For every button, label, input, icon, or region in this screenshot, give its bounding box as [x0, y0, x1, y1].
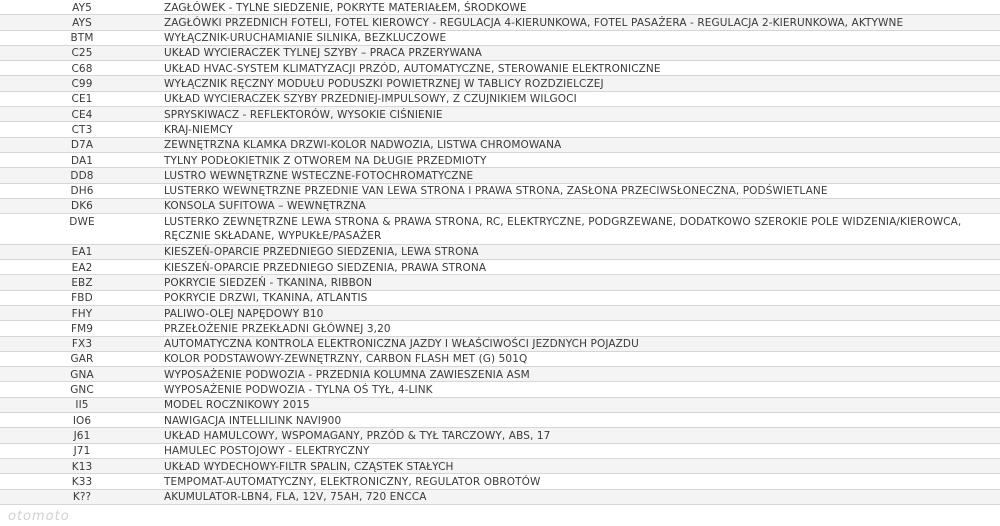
- option-description: POKRYCIE SIEDZEŃ - TKANINA, RIBBON: [164, 276, 373, 289]
- table-row: [0, 153, 1000, 168]
- table-row: [0, 107, 1000, 122]
- option-code: EA1: [71, 246, 93, 259]
- option-code: DH6: [70, 185, 94, 198]
- table-row: [0, 260, 1000, 275]
- option-code: AYS: [72, 16, 92, 29]
- table-row: [0, 61, 1000, 76]
- option-description: SPRYSKIWACZ - REFLEKTORÓW, WYSOKIE CIŚNIENIE: [164, 108, 443, 121]
- option-code: FM9: [70, 322, 94, 335]
- table-row: [0, 337, 1000, 352]
- option-code: AY5: [72, 1, 92, 14]
- option-code: DK6: [71, 200, 93, 213]
- table-row: [0, 46, 1000, 61]
- table-row: [0, 199, 1000, 214]
- option-description: UKŁAD WYDECHOWY-FILTR SPALIN, CZĄSTEK STAŁYCH: [164, 460, 454, 473]
- option-description: ZAGŁÓWKI PRZEDNICH FOTELI, FOTEL KIEROWCY - REGULACJA 4-KIERUNKOWA, FOTEL PASAŻERA - REGULACJA 2-KIERUNKOWA, AKTYWNE: [164, 16, 904, 29]
- option-description: POKRYCIE DRZWI, TKANINA, ATLANTIS: [164, 292, 368, 305]
- option-description: KONSOLA SUFITOWA – WEWNĘTRZNA: [164, 200, 366, 213]
- table-row: [0, 184, 1000, 199]
- table-row: [0, 352, 1000, 367]
- option-code: II5: [75, 399, 89, 412]
- table-row: [0, 459, 1000, 474]
- option-code: DD8: [70, 169, 94, 182]
- table-row: [0, 413, 1000, 428]
- option-description: LUSTERKO ZEWNĘTRZNE LEWA STRONA & PRAWA STRONA, RC, ELEKTRYCZNE, PODGRZEWANE, DODATKOWO SZEROKIE POLE WIDZENIA/KIEROWCA, RĘCZNIE SKŁADANE, WYPUKŁE/PASAŻER: [164, 215, 962, 243]
- option-description: TEMPOMAT-AUTOMATYCZNY, ELEKTRONICZNY, REGULATOR OBROTÓW: [164, 475, 541, 488]
- option-code: GAR: [70, 353, 94, 366]
- option-description: KIESZEŃ-OPARCIE PRZEDNIEGO SIEDZENIA, PRAWA STRONA: [164, 261, 487, 274]
- option-description: ZEWNĘTRZNA KLAMKA DRZWI-KOLOR NADWOZIA, LISTWA CHROMOWANA: [164, 139, 562, 152]
- option-code: DWE: [69, 215, 95, 228]
- table-row: [0, 122, 1000, 137]
- option-description: WYPOSAŻENIE PODWOZIA - TYLNA OŚ TYŁ, 4-LINK: [164, 384, 433, 397]
- table-row: [0, 245, 1000, 260]
- option-code: K13: [71, 460, 93, 473]
- option-code: CT3: [71, 123, 93, 136]
- option-code: DA1: [70, 154, 94, 167]
- option-code: K??: [72, 491, 92, 504]
- option-code: C25: [71, 47, 93, 60]
- option-code: EA2: [71, 261, 93, 274]
- option-description: TYLNY PODŁOKIETNIK Z OTWOREM NA DŁUGIE PRZEDMIOTY: [164, 154, 487, 167]
- option-description: WYPOSAŻENIE PODWOZIA - PRZEDNIA KOLUMNA ZAWIESZENIA ASM: [164, 368, 530, 381]
- table-row: [0, 291, 1000, 306]
- option-description: PRZEŁOŻENIE PRZEKŁADNI GŁÓWNEJ 3,20: [164, 322, 391, 335]
- option-description: WYŁĄCZNIK-URUCHAMIANIE SILNIKA, BEZKLUCZOWE: [164, 32, 447, 45]
- option-code: CE1: [71, 93, 93, 106]
- table-row: [0, 398, 1000, 413]
- option-description: UKŁAD HVAC-SYSTEM KLIMATYZACJI PRZÓD, AUTOMATYCZNE, STEROWANIE ELEKTRONICZNE: [164, 62, 661, 75]
- option-description: UKŁAD WYCIERACZEK TYLNEJ SZYBY – PRACA PRZERYWANA: [164, 47, 482, 60]
- option-description: KOLOR PODSTAWOWY-ZEWNĘTRZNY, CARBON FLASH MET (G) 501Q: [164, 353, 528, 366]
- option-code: FHY: [71, 307, 93, 320]
- table-row: [0, 321, 1000, 336]
- option-description: UKŁAD HAMULCOWY, WSPOMAGANY, PRZÓD & TYŁ TARCZOWY, ABS, 17: [164, 429, 551, 442]
- option-code: EBZ: [71, 276, 93, 289]
- option-description: ZAGŁÓWEK - TYLNE SIEDZENIE, POKRYTE MATERIAŁEM, ŚRODKOWE: [164, 1, 527, 14]
- option-code: C68: [71, 62, 93, 75]
- table-row: [0, 474, 1000, 489]
- table-row: [0, 444, 1000, 459]
- option-code: CE4: [71, 108, 93, 121]
- table-row: [0, 31, 1000, 46]
- option-description: AKUMULATOR-LBN4, FLA, 12V, 75AH, 720 ENCCA: [164, 491, 427, 504]
- table-row: [0, 76, 1000, 91]
- table-row: [0, 275, 1000, 290]
- table-row: [0, 382, 1000, 397]
- table-row: [0, 367, 1000, 382]
- option-description: UKŁAD WYCIERACZEK SZYBY PRZEDNIEJ-IMPULSOWY, Z CZUJNIKIEM WILGOCI: [164, 93, 577, 106]
- option-code: K33: [71, 475, 93, 488]
- option-code: D7A: [70, 139, 94, 152]
- option-code: GNA: [70, 368, 94, 381]
- watermark: otomoto: [8, 509, 70, 524]
- option-description: WYŁĄCZNIK RĘCZNY MODUŁU PODUSZKI POWIETRZNEJ W TABLICY ROZDZIELCZEJ: [164, 78, 604, 91]
- option-code: IO6: [72, 414, 92, 427]
- option-code: FX3: [71, 338, 93, 351]
- table-row: [0, 214, 1000, 245]
- table-row: [0, 0, 1000, 15]
- table-row: [0, 138, 1000, 153]
- option-description: MODEL ROCZNIKOWY 2015: [164, 399, 310, 412]
- table-row: [0, 168, 1000, 183]
- option-code: BTM: [70, 32, 94, 45]
- option-description: NAWIGACJA INTELLILINK NAVI900: [164, 414, 342, 427]
- option-description: LUSTRO WEWNĘTRZNE WSTECZNE-FOTOCHROMATYCZNE: [164, 169, 474, 182]
- table-row: [0, 15, 1000, 30]
- option-description: LUSTERKO WEWNĘTRZNE PRZEDNIE VAN LEWA STRONA I PRAWA STRONA, ZASŁONA PRZECIWSŁONECZNA, PODŚWIETLANE: [164, 185, 828, 198]
- option-code: C99: [71, 78, 93, 91]
- table-row: [0, 490, 1000, 505]
- option-description: KIESZEŃ-OPARCIE PRZEDNIEGO SIEDZENIA, LEWA STRONA: [164, 246, 479, 259]
- option-code: J61: [73, 429, 91, 442]
- table-row: [0, 306, 1000, 321]
- option-description: AUTOMATYCZNA KONTROLA ELEKTRONICZNA JAZDY I WŁAŚCIWOŚCI JEZDNYCH POJAZDU: [164, 338, 639, 351]
- table-row: [0, 92, 1000, 107]
- option-code: J71: [73, 445, 91, 458]
- table-row: [0, 428, 1000, 443]
- option-code: FBD: [71, 292, 93, 305]
- option-description: KRAJ-NIEMCY: [164, 123, 233, 136]
- option-code: GNC: [70, 384, 94, 397]
- option-description: HAMULEC POSTOJOWY - ELEKTRYCZNY: [164, 445, 370, 458]
- option-description: PALIWO-OLEJ NAPĘDOWY B10: [164, 307, 324, 320]
